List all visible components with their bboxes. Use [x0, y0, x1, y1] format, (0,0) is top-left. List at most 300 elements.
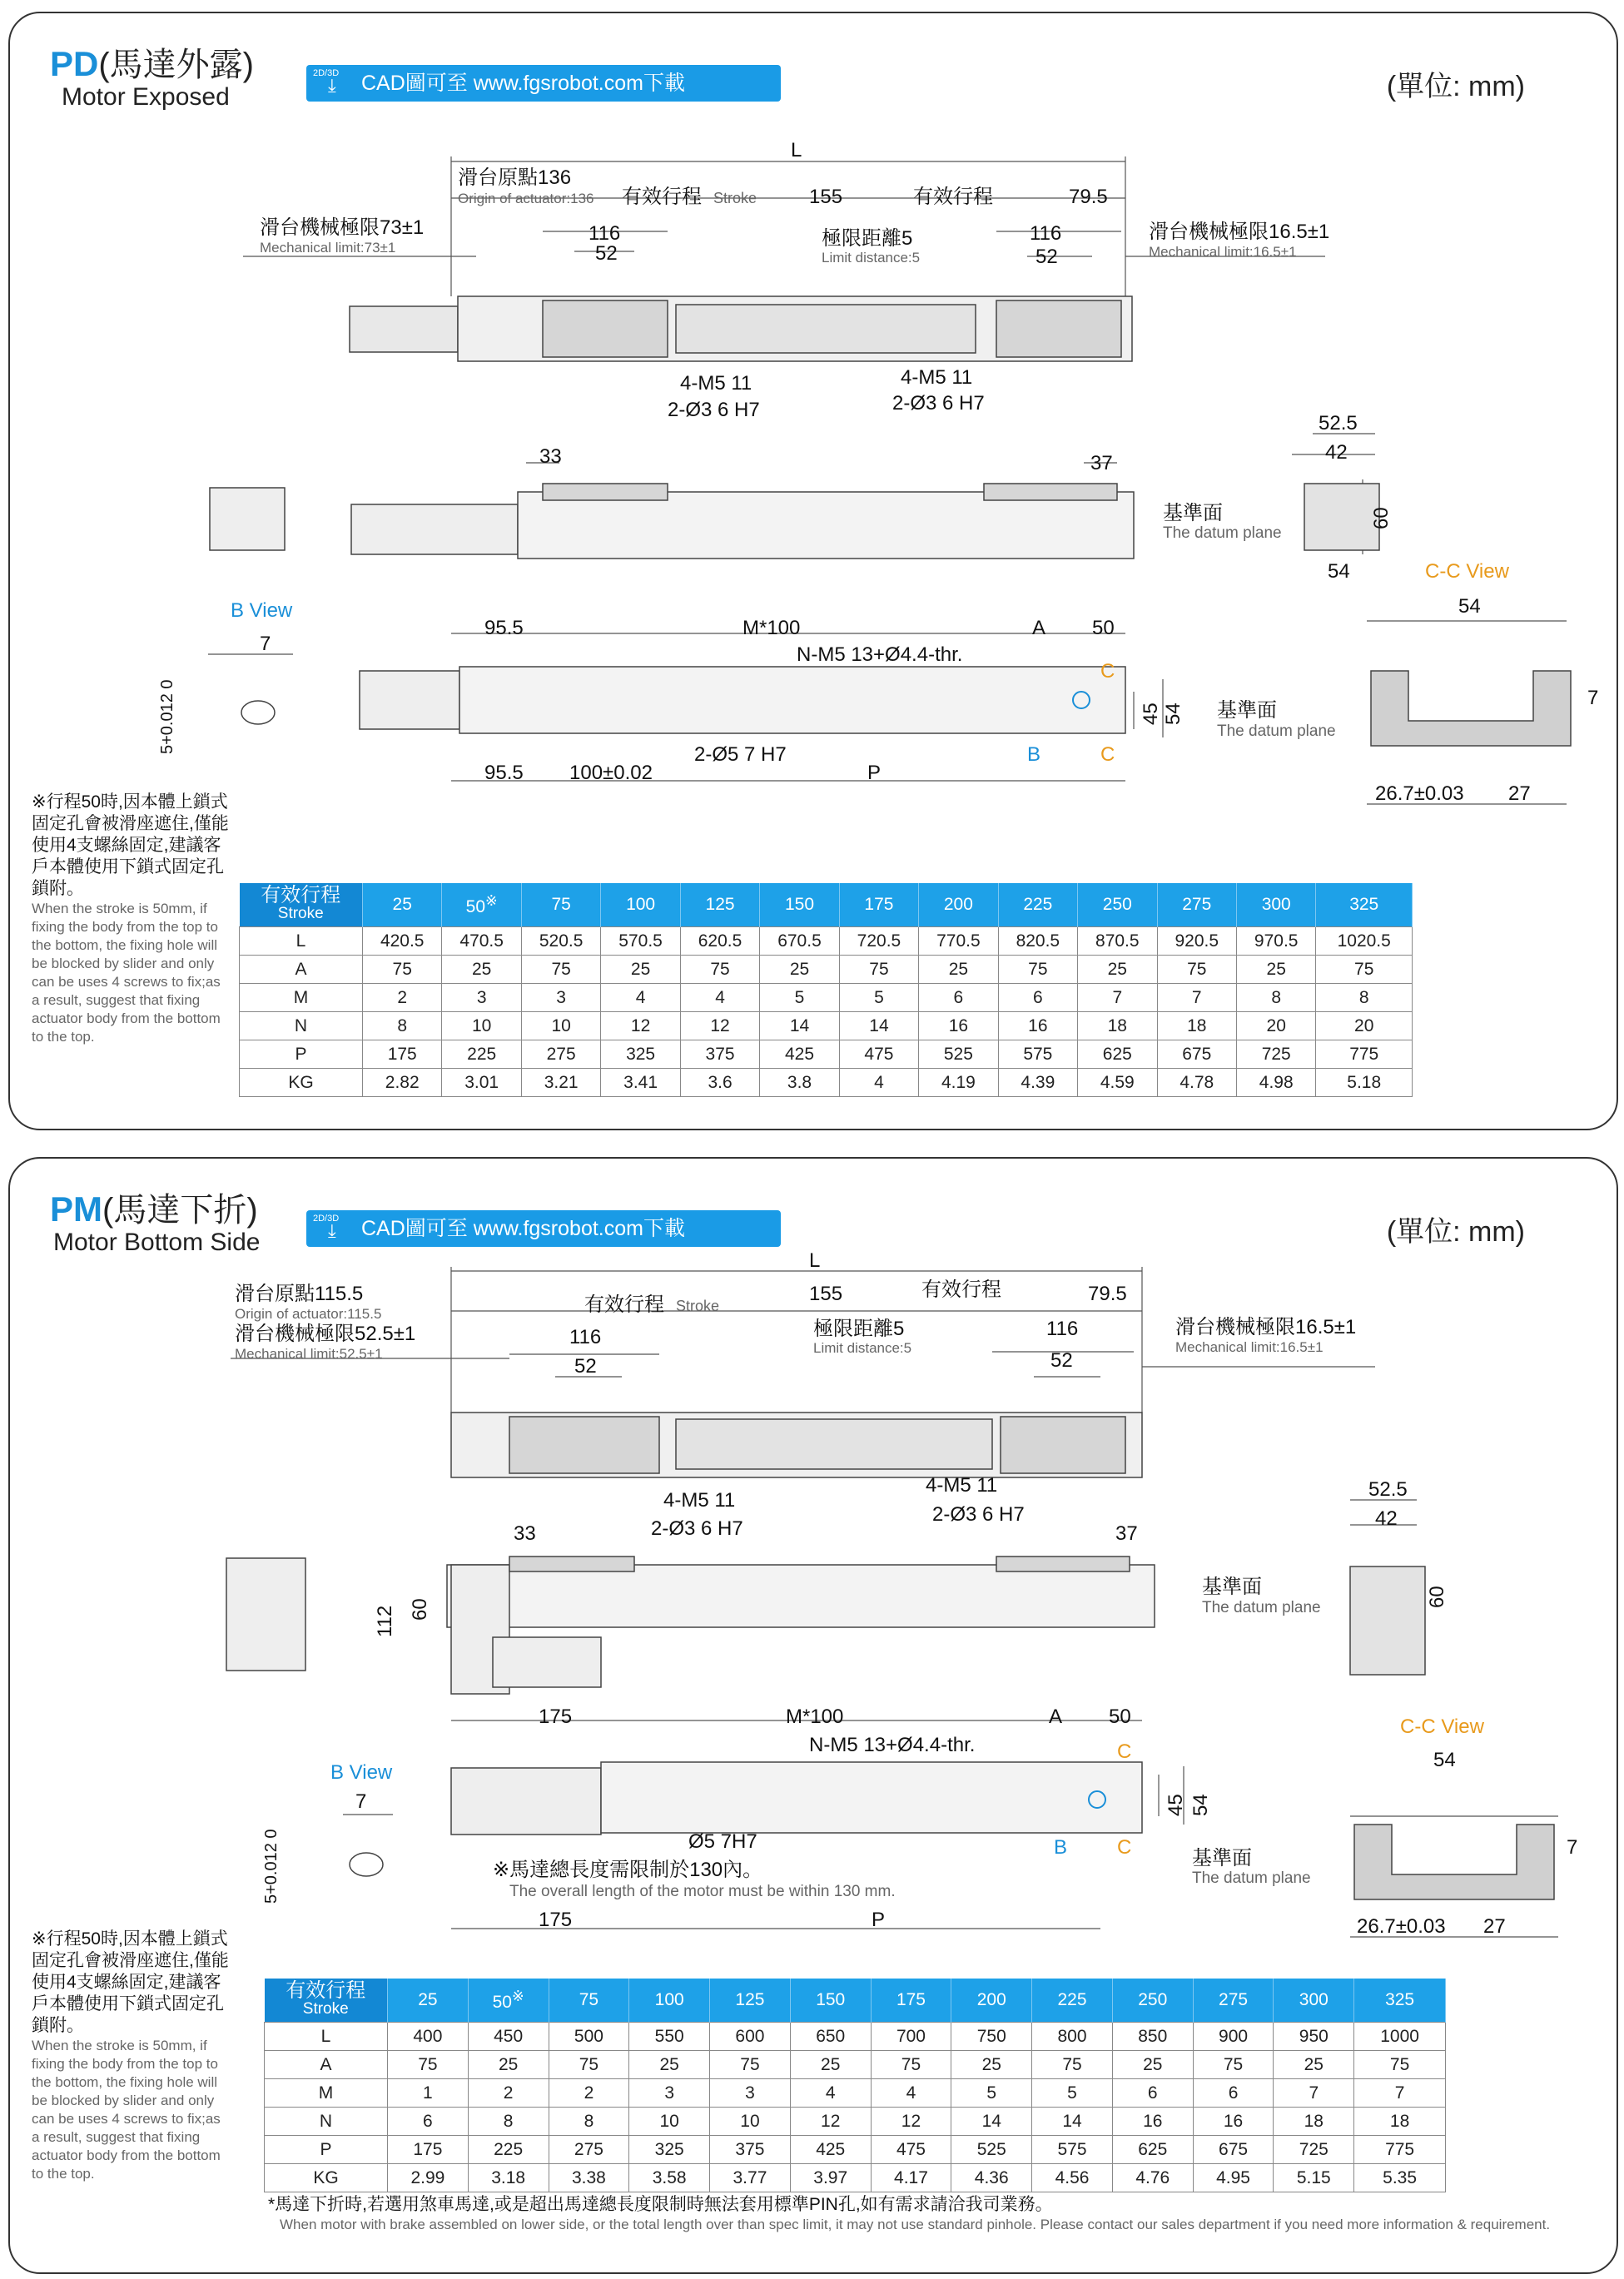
- pd-dim-26-7: 26.7±0.03: [1375, 782, 1464, 805]
- pd-stroke-col: 75: [521, 883, 600, 927]
- table-row: [240, 956, 1413, 984]
- table-cell: 12: [790, 2108, 871, 2136]
- table-cell: 20: [1236, 1012, 1315, 1040]
- table-cell: 25: [1112, 2051, 1193, 2079]
- pm-origin-cn: 滑台原點115.5: [235, 1283, 364, 1305]
- table-row-label: KG: [265, 2164, 388, 2192]
- table-cell: 25: [760, 956, 839, 984]
- table-cell: 3.6: [680, 1069, 759, 1097]
- table-row: [265, 2079, 1446, 2108]
- table-cell: 4: [871, 2079, 951, 2108]
- table-cell: 7: [1354, 2079, 1446, 2108]
- pd-dim-95-5-b: 95.5: [484, 762, 524, 784]
- table-cell: 670.5: [760, 927, 839, 956]
- pm-m5-a: 4-M5 11: [663, 1489, 736, 1512]
- pm-dim-79-5: 79.5: [1088, 1283, 1127, 1305]
- pd-limit-en: Limit distance:5: [822, 250, 921, 266]
- table-cell: 870.5: [1078, 927, 1157, 956]
- pd-dim-79-5: 79.5: [1069, 186, 1108, 208]
- pm-dim-50: 50: [1109, 1706, 1131, 1728]
- pm-origin-en: Origin of actuator:115.5: [235, 1306, 382, 1322]
- table-cell: 25: [1274, 2051, 1354, 2079]
- table-cell: 3: [442, 984, 521, 1012]
- pm-footnote-en: When motor with brake assembled on lower side, or the total length over than spec limit, it may not use standard pinhole. Please contact our sales department if you need more information & requirement.: [280, 2217, 1551, 2232]
- table-cell: 16: [1112, 2108, 1193, 2136]
- pd-stroke-50: 50: [465, 897, 486, 916]
- table-cell: 470.5: [442, 927, 521, 956]
- pd-stroke-col: 150: [760, 883, 839, 927]
- pm-dim-175-b: 175: [539, 1909, 573, 1931]
- table-cell: 420.5: [363, 927, 442, 956]
- pd-note-en: When the stroke is 50mm, if fixing the body from the top to the bottom, the fixing hole will be blocked by slider and only can be uses 4 screws to fix;as a result, suggest that fixing actuator body from the bottom to the top.: [32, 901, 221, 1045]
- table-cell: 720.5: [839, 927, 918, 956]
- table-cell: 3.8: [760, 1069, 839, 1097]
- pd-stroke-col: [442, 883, 521, 927]
- table-cell: 14: [1032, 2108, 1113, 2136]
- pd-note: [32, 792, 231, 1046]
- table-cell: 25: [442, 956, 521, 984]
- pm-unit: (單位: mm): [1386, 1216, 1525, 1248]
- table-cell: 75: [1316, 956, 1413, 984]
- pm-dim-m100: M*100: [786, 1706, 844, 1728]
- table-cell: 4.59: [1078, 1069, 1157, 1097]
- pm-stroke-50: 50: [492, 1993, 512, 2012]
- pd-dim-54-a: 54: [1328, 560, 1350, 583]
- pd-dim-54-b: 54: [1458, 595, 1481, 618]
- table-cell: 5: [1032, 2079, 1113, 2108]
- table-cell: 2: [468, 2079, 549, 2108]
- pm-motor-note-en: The overall length of the motor must be within 130 mm.: [509, 1883, 896, 1900]
- table-cell: 2: [363, 984, 442, 1012]
- table-cell: 25: [790, 2051, 871, 2079]
- table-row-label: P: [240, 1040, 363, 1069]
- table-cell: 375: [680, 1040, 759, 1069]
- pd-cc-view-label: C-C View: [1425, 560, 1509, 583]
- pm-limit-cn: 極限距離5: [813, 1318, 905, 1340]
- pm-dim-A: A: [1049, 1706, 1063, 1728]
- table-cell: 25: [468, 2051, 549, 2079]
- table-cell: 6: [998, 984, 1077, 1012]
- pd-phi5: 2-Ø5 7 H7: [694, 743, 787, 766]
- pd-stroke-mark: ※: [485, 892, 498, 909]
- pd-table-head: [240, 883, 363, 927]
- table-cell: 5: [951, 2079, 1032, 2108]
- table-cell: 5.15: [1274, 2164, 1354, 2192]
- table-cell: 5.18: [1316, 1069, 1413, 1097]
- pd-dim-33: 33: [539, 445, 562, 468]
- pm-motor-note-cn: ※馬達總長度需限制於130內。: [493, 1859, 763, 1881]
- pm-datum-en-1: The datum plane: [1202, 1599, 1321, 1616]
- pm-mech-right-en: Mechanical limit:16.5±1: [1175, 1339, 1324, 1355]
- pm-dim-54-b: 54: [1433, 1749, 1456, 1771]
- table-cell: 500: [549, 2023, 629, 2051]
- table-row-label: L: [265, 2023, 388, 2051]
- table-cell: 16: [998, 1012, 1077, 1040]
- pd-table-header-row: [240, 883, 1413, 927]
- pd-dim-42: 42: [1325, 441, 1348, 464]
- table-cell: 1020.5: [1316, 927, 1413, 956]
- pd-dim-50: 50: [1092, 617, 1115, 639]
- table-cell: 2.82: [363, 1069, 442, 1097]
- pd-bottom-view: [241, 667, 1125, 733]
- pm-mech-left-en: Mechanical limit:52.5±1: [235, 1346, 383, 1362]
- table-row: [265, 2164, 1446, 2192]
- pm-stroke-col: 300: [1274, 1979, 1354, 2023]
- table-cell: 12: [871, 2108, 951, 2136]
- pm-phi3-b: 2-Ø3 6 H7: [932, 1503, 1025, 1526]
- pd-tolerance: 5+0.012 0: [158, 679, 176, 754]
- pd-b-view-label: B View: [231, 599, 293, 622]
- table-cell: 2.99: [388, 2164, 469, 2192]
- table-cell: 7: [1078, 984, 1157, 1012]
- table-cell: 25: [951, 2051, 1032, 2079]
- table-cell: 225: [468, 2136, 549, 2164]
- pd-top-view: [350, 296, 1132, 361]
- table-cell: 175: [363, 1040, 442, 1069]
- table-row: [265, 2051, 1446, 2079]
- table-row: [265, 2108, 1446, 2136]
- pm-stroke-col: 75: [549, 1979, 629, 2023]
- pd-nm5: N-M5 13+Ø4.4-thr.: [797, 643, 963, 666]
- pm-title-code: PM: [50, 1189, 102, 1229]
- pm-note-cn: ※行程50時,因本體上鎖式固定孔會被滑座遮住,僅能使用4支螺絲固定,建議客戶本體使用下鎖式固定孔鎖附。: [32, 1929, 229, 2035]
- table-row-label: N: [265, 2108, 388, 2136]
- table-cell: 8: [363, 1012, 442, 1040]
- pm-stroke-mark: ※: [511, 1988, 524, 2004]
- table-cell: 8: [468, 2108, 549, 2136]
- pm-m5-b: 4-M5 11: [926, 1474, 998, 1497]
- pd-stroke-col: 125: [680, 883, 759, 927]
- pm-dim-52-b: 52: [1050, 1349, 1073, 1372]
- table-cell: 3.38: [549, 2164, 629, 2192]
- pm-dim-27: 27: [1483, 1915, 1506, 1938]
- table-cell: 25: [601, 956, 680, 984]
- pd-m5-b: 4-M5 11: [901, 366, 973, 389]
- table-cell: 570.5: [601, 927, 680, 956]
- pm-footnote: [268, 2191, 1600, 2234]
- table-cell: 18: [1354, 2108, 1446, 2136]
- pm-stroke-cn-1: 有效行程: [584, 1293, 664, 1316]
- table-cell: 6: [919, 984, 998, 1012]
- table-cell: 725: [1274, 2136, 1354, 2164]
- table-cell: 3: [629, 2079, 710, 2108]
- table-cell: 18: [1274, 2108, 1354, 2136]
- table-cell: 5: [760, 984, 839, 1012]
- table-cell: 4.98: [1236, 1069, 1315, 1097]
- table-cell: 775: [1354, 2136, 1446, 2164]
- pm-dim-155: 155: [809, 1283, 843, 1305]
- table-row-label: A: [240, 956, 363, 984]
- table-cell: 3.18: [468, 2164, 549, 2192]
- table-cell: 4.36: [951, 2164, 1032, 2192]
- table-cell: 4.39: [998, 1069, 1077, 1097]
- table-cell: 4: [601, 984, 680, 1012]
- pd-dim-116-b: 116: [1030, 222, 1062, 245]
- pd-table-body: [240, 927, 1413, 1097]
- pd-dim-52-b: 52: [1035, 246, 1058, 268]
- pm-stroke-col: [468, 1979, 549, 2023]
- pd-title-code: PD: [50, 44, 99, 83]
- table-cell: 14: [951, 2108, 1032, 2136]
- table-cell: 700: [871, 2023, 951, 2051]
- table-cell: 600: [710, 2023, 791, 2051]
- pd-spec-table: [239, 883, 1413, 1097]
- pm-stroke-col: 175: [871, 1979, 951, 2023]
- pd-stroke-col: 100: [601, 883, 680, 927]
- pd-dim-54-c: 54: [1162, 703, 1184, 725]
- download-icon: ⤓: [328, 1220, 336, 1241]
- pd-stroke-col: 250: [1078, 883, 1157, 927]
- pm-nm5: N-M5 13+Ø4.4-thr.: [809, 1734, 976, 1756]
- pd-dim-27: 27: [1508, 782, 1531, 805]
- pd-cad-text: CAD圖可至 www.fgsrobot.com下載: [361, 72, 685, 95]
- pm-table-body: [265, 2023, 1446, 2192]
- pm-note: [32, 1929, 231, 2183]
- table-cell: 3: [710, 2079, 791, 2108]
- table-cell: 525: [919, 1040, 998, 1069]
- pm-phi5: Ø5 7H7: [688, 1830, 757, 1853]
- table-cell: 475: [839, 1040, 918, 1069]
- pd-origin-cn: 滑台原點136: [458, 166, 572, 189]
- table-row-label: P: [265, 2136, 388, 2164]
- table-cell: 325: [629, 2136, 710, 2164]
- pm-dim-175-a: 175: [539, 1706, 573, 1728]
- table-row-label: M: [265, 2079, 388, 2108]
- pd-stroke-col: 175: [839, 883, 918, 927]
- table-cell: 12: [680, 1012, 759, 1040]
- pm-tolerance: 5+0.012 0: [262, 1829, 281, 1904]
- pd-section-b: B: [1027, 743, 1041, 766]
- pd-stroke-col: 200: [919, 883, 998, 927]
- table-cell: 18: [1157, 1012, 1236, 1040]
- pm-b-view-label: B View: [330, 1761, 393, 1784]
- table-cell: 3.01: [442, 1069, 521, 1097]
- table-cell: 3.77: [710, 2164, 791, 2192]
- table-cell: 970.5: [1236, 927, 1315, 956]
- pm-section-c-1: C: [1117, 1740, 1132, 1763]
- pd-stroke-col: 25: [363, 883, 442, 927]
- pm-stroke-col: 250: [1112, 1979, 1193, 2023]
- table-cell: 625: [1112, 2136, 1193, 2164]
- pm-datum-en-2: The datum plane: [1192, 1869, 1311, 1887]
- pd-cad-badge: 2D/3D: [313, 68, 340, 78]
- pd-dim-P: P: [867, 762, 882, 784]
- pm-dim-54-a: 54: [1189, 1794, 1212, 1816]
- table-cell: 8: [549, 2108, 629, 2136]
- pm-stroke-en: Stroke: [676, 1298, 720, 1314]
- table-row: [240, 927, 1413, 956]
- pm-title-en: Motor Bottom Side: [53, 1229, 261, 1256]
- pd-stroke-col: 325: [1316, 883, 1413, 927]
- pm-dim-52-5: 52.5: [1368, 1478, 1408, 1501]
- table-row-label: L: [240, 927, 363, 956]
- pm-title-cn: (馬達下折): [102, 1192, 258, 1229]
- pd-mech-right-en: Mechanical limit:16.5±1: [1149, 244, 1297, 260]
- table-cell: 75: [710, 2051, 791, 2079]
- pd-phi3-b: 2-Ø3 6 H7: [892, 392, 985, 415]
- pd-dim-7-b: 7: [1587, 687, 1599, 709]
- pd-stroke-cn-1: 有效行程: [622, 186, 702, 208]
- pm-stroke-cn-2: 有效行程: [921, 1279, 1001, 1301]
- table-cell: 575: [1032, 2136, 1113, 2164]
- pm-note-en: When the stroke is 50mm, if fixing the body from the top to the bottom, the fixing hole will be blocked by slider and only can be uses 4 screws to fix;as a result, suggest that fixing actuator body from the bottom to the top.: [32, 2038, 221, 2182]
- table-cell: 4: [790, 2079, 871, 2108]
- table-cell: 850: [1112, 2023, 1193, 2051]
- table-cell: 25: [629, 2051, 710, 2079]
- pm-stroke-col: 325: [1354, 1979, 1446, 2023]
- table-cell: 1000: [1354, 2023, 1446, 2051]
- pm-dim-37: 37: [1115, 1522, 1138, 1545]
- table-cell: 275: [549, 2136, 629, 2164]
- table-cell: 14: [760, 1012, 839, 1040]
- table-cell: 4.17: [871, 2164, 951, 2192]
- pm-stroke-col: 225: [1032, 1979, 1113, 2023]
- pm-dim-52-a: 52: [574, 1355, 597, 1378]
- table-cell: 10: [629, 2108, 710, 2136]
- table-cell: 675: [1157, 1040, 1236, 1069]
- table-row-label: A: [265, 2051, 388, 2079]
- pm-top-view: [451, 1413, 1142, 1477]
- table-cell: 575: [998, 1040, 1077, 1069]
- table-cell: 75: [388, 2051, 469, 2079]
- pd-origin-en: Origin of actuator:136: [458, 191, 594, 206]
- pm-stroke-col: 125: [710, 1979, 791, 2023]
- pd-dim-A: A: [1032, 617, 1046, 639]
- pm-datum-cn-1: 基準面: [1202, 1576, 1262, 1598]
- pd-table-head-en: Stroke: [277, 905, 324, 922]
- pd-limit-cn: 極限距離5: [822, 227, 913, 250]
- pd-table-head-cn: 有效行程: [261, 884, 341, 906]
- table-cell: 5.35: [1354, 2164, 1446, 2192]
- table-cell: 5: [839, 984, 918, 1012]
- pd-dim-116-a: 116: [589, 222, 621, 245]
- pd-stroke-col: 300: [1236, 883, 1315, 927]
- table-cell: 175: [388, 2136, 469, 2164]
- table-row: [240, 1012, 1413, 1040]
- pm-dim-7-a: 7: [355, 1790, 367, 1813]
- table-cell: 770.5: [919, 927, 998, 956]
- table-cell: 4.56: [1032, 2164, 1113, 2192]
- table-cell: 25: [1078, 956, 1157, 984]
- table-cell: 450: [468, 2023, 549, 2051]
- pm-stroke-col: 275: [1193, 1979, 1274, 2023]
- table-cell: 920.5: [1157, 927, 1236, 956]
- pm-table-head-cn: 有效行程: [286, 1979, 366, 2002]
- table-cell: 3.41: [601, 1069, 680, 1097]
- table-cell: 8: [1236, 984, 1315, 1012]
- table-cell: 4: [839, 1069, 918, 1097]
- pd-panel: [8, 12, 1618, 1130]
- pm-dim-60-a: 60: [409, 1598, 431, 1621]
- table-cell: 900: [1193, 2023, 1274, 2051]
- pm-mech-left-cn: 滑台機械極限52.5±1: [235, 1323, 416, 1345]
- table-cell: 275: [521, 1040, 600, 1069]
- table-cell: 7: [1274, 2079, 1354, 2108]
- pd-title-cn: (馬達外露): [98, 47, 254, 83]
- table-cell: 16: [1193, 2108, 1274, 2136]
- pm-dim-112: 112: [374, 1605, 396, 1637]
- pm-table-head: [265, 1979, 388, 2023]
- pm-dim-26-7: 26.7±0.03: [1357, 1915, 1446, 1938]
- table-row: [265, 2023, 1446, 2051]
- table-cell: 3: [521, 984, 600, 1012]
- table-cell: 375: [710, 2136, 791, 2164]
- pm-cc-view: [1354, 1825, 1554, 1899]
- table-cell: 750: [951, 2023, 1032, 2051]
- table-cell: 950: [1274, 2023, 1354, 2051]
- table-cell: 3.97: [790, 2164, 871, 2192]
- pm-datum-cn-2: 基準面: [1192, 1847, 1252, 1869]
- table-cell: 1: [388, 2079, 469, 2108]
- table-cell: 225: [442, 1040, 521, 1069]
- table-row: [240, 1069, 1413, 1097]
- pd-dim-7-a: 7: [260, 633, 271, 655]
- pm-section-b: B: [1054, 1836, 1068, 1859]
- pm-panel: [8, 1157, 1618, 2274]
- table-cell: 4.76: [1112, 2164, 1193, 2192]
- pd-mech-left-en: Mechanical limit:73±1: [260, 240, 396, 256]
- pm-dim-42: 42: [1375, 1507, 1398, 1530]
- table-cell: 525: [951, 2136, 1032, 2164]
- pd-section-c-1: C: [1100, 660, 1115, 683]
- pd-dim-95-5-a: 95.5: [484, 617, 524, 639]
- pd-dim-155: 155: [809, 186, 843, 208]
- table-cell: 4.19: [919, 1069, 998, 1097]
- table-cell: 725: [1236, 1040, 1315, 1069]
- pm-cad-badge: 2D/3D: [313, 1214, 340, 1224]
- table-cell: 75: [1193, 2051, 1274, 2079]
- table-cell: 75: [521, 956, 600, 984]
- pm-limit-en: Limit distance:5: [813, 1340, 912, 1356]
- table-cell: 12: [601, 1012, 680, 1040]
- pd-mech-right-cn: 滑台機械極限16.5±1: [1149, 221, 1330, 243]
- table-cell: 16: [919, 1012, 998, 1040]
- table-cell: 6: [1193, 2079, 1274, 2108]
- pd-datum-cn-1: 基準面: [1163, 502, 1223, 524]
- pd-mech-left-cn: 滑台機械極限73±1: [260, 216, 425, 239]
- table-cell: 25: [919, 956, 998, 984]
- table-cell: 2: [549, 2079, 629, 2108]
- pm-dim-L: L: [809, 1249, 821, 1272]
- pm-spec-table: [264, 1979, 1446, 2192]
- table-cell: 425: [760, 1040, 839, 1069]
- pd-note-cn: ※行程50時,因本體上鎖式固定孔會被滑座遮住,僅能使用4支螺絲固定,建議客戶本體使用下鎖式固定孔鎖附。: [32, 792, 229, 898]
- table-cell: 75: [871, 2051, 951, 2079]
- table-cell: 4.95: [1193, 2164, 1274, 2192]
- pm-dim-60-b: 60: [1426, 1586, 1448, 1608]
- pd-dim-60: 60: [1370, 507, 1393, 529]
- table-cell: 18: [1078, 1012, 1157, 1040]
- table-cell: 775: [1316, 1040, 1413, 1069]
- table-cell: 75: [1354, 2051, 1446, 2079]
- table-cell: 325: [601, 1040, 680, 1069]
- table-cell: 4.78: [1157, 1069, 1236, 1097]
- pm-section-c-2: C: [1117, 1836, 1132, 1859]
- table-row-label: M: [240, 984, 363, 1012]
- pm-dim-7-b: 7: [1567, 1836, 1578, 1859]
- table-cell: 75: [680, 956, 759, 984]
- table-cell: 4: [680, 984, 759, 1012]
- table-cell: 800: [1032, 2023, 1113, 2051]
- pd-cc-view: [1371, 671, 1571, 746]
- pd-stroke-col: 225: [998, 883, 1077, 927]
- pm-dim-116-b: 116: [1046, 1318, 1079, 1340]
- table-cell: 425: [790, 2136, 871, 2164]
- table-cell: 75: [1157, 956, 1236, 984]
- table-cell: 7: [1157, 984, 1236, 1012]
- table-cell: 650: [790, 2023, 871, 2051]
- table-cell: 3.21: [521, 1069, 600, 1097]
